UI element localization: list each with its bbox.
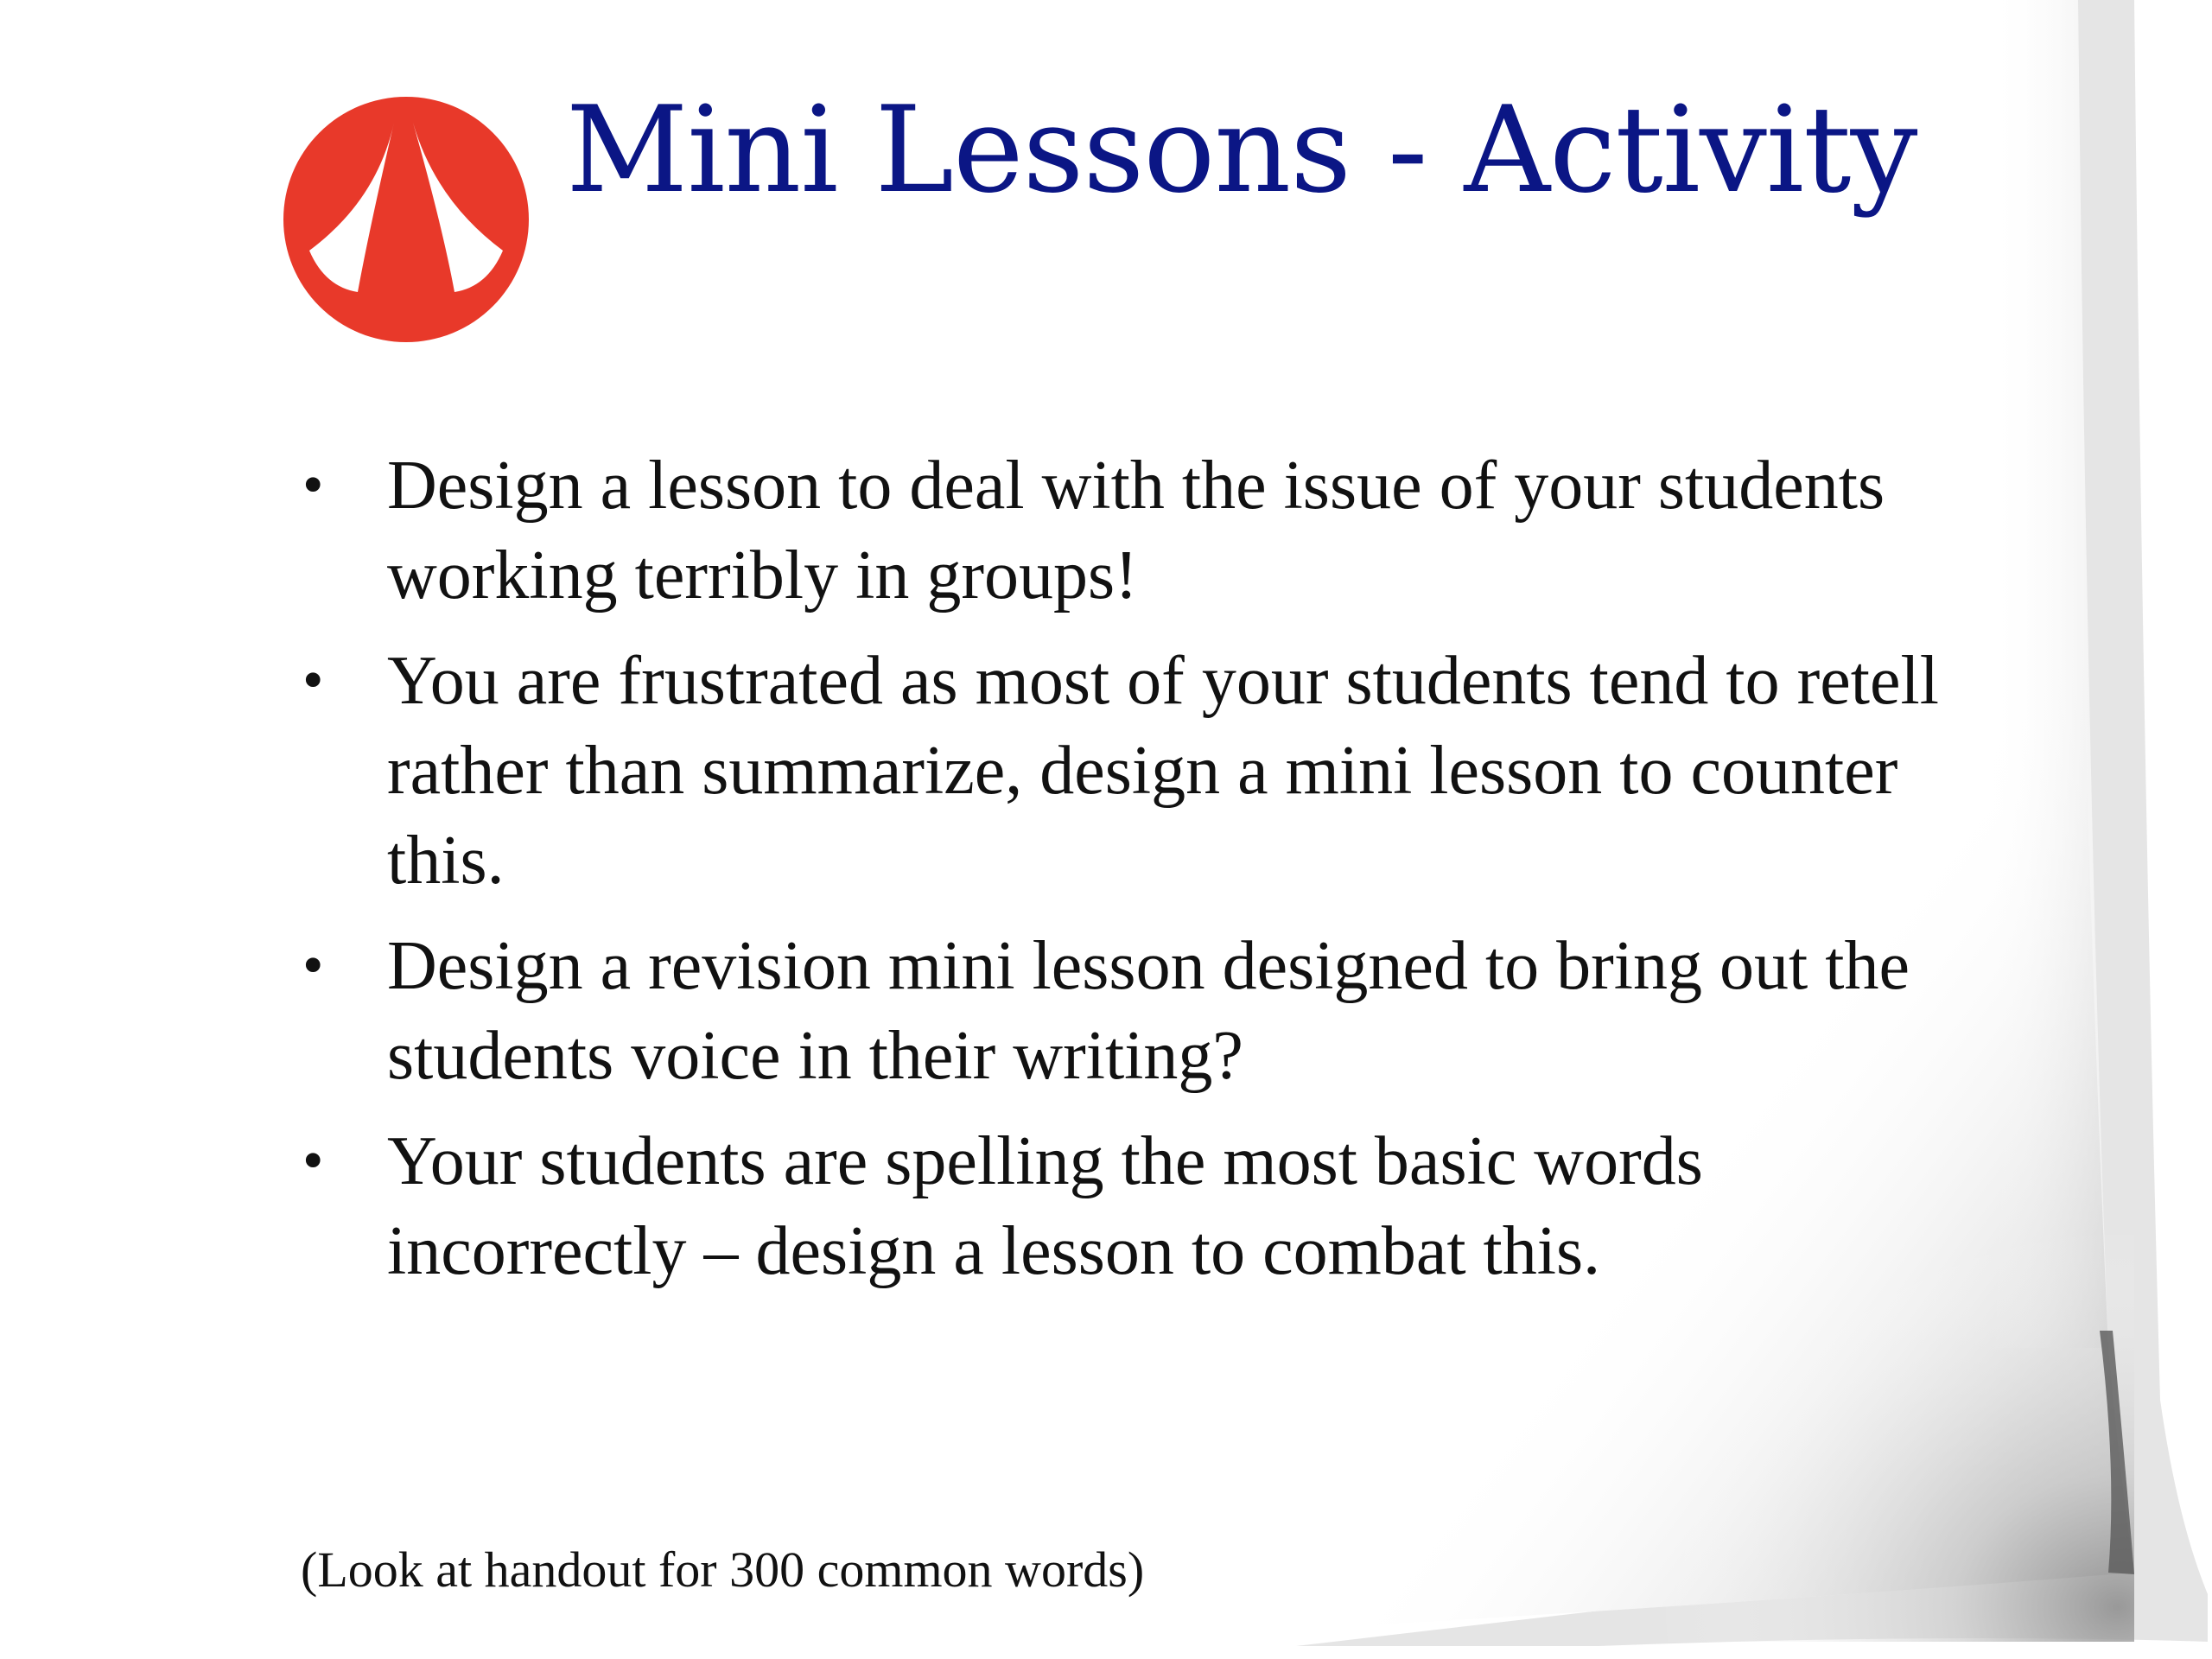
bullet-dot: • [302, 1128, 324, 1194]
bullet-item [302, 441, 1944, 620]
bullet-text: Design a revision mini lesson designed to bring out the students voice in their writing? [387, 928, 1910, 1094]
bullet-item [302, 921, 1944, 1101]
footnote: (Look at handout for 300 common words) [301, 1541, 1145, 1598]
bullet-item [302, 1116, 1944, 1296]
bullet-text: You are frustrated as most of your students tend to retell rather than summarize, design a mini lesson to counter this. [387, 643, 1939, 899]
bullet-item [302, 636, 1944, 906]
tent-logo-icon [283, 97, 529, 342]
bullet-dot: • [302, 647, 324, 714]
bullet-list [302, 441, 1944, 1312]
slide-title: Mini Lessons - Activity [566, 80, 1917, 219]
bullet-dot: • [302, 932, 324, 999]
bullet-text: Design a lesson to deal with the issue of your students working terribly in groups! [387, 448, 1885, 613]
bullet-dot: • [302, 452, 324, 518]
bullet-text: Your students are spelling the most basic words incorrectly – design a lesson to combat this. [387, 1123, 1703, 1289]
